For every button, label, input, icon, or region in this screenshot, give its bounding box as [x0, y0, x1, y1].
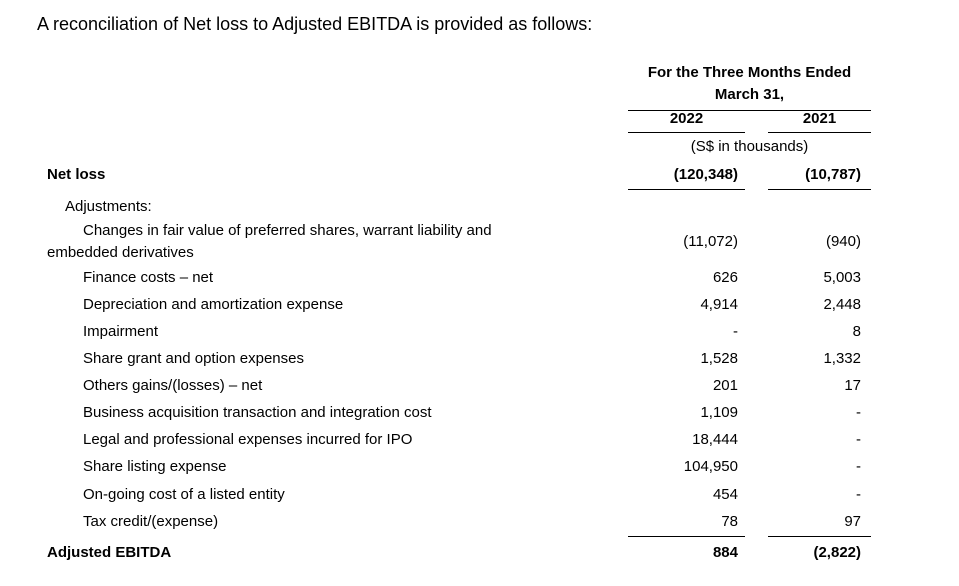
row-value-2022: 104,950 [683, 458, 738, 475]
net-loss-underline-2021 [768, 189, 871, 190]
adjustments-row [0, 195, 959, 219]
year-2022-header: 2022 [628, 110, 745, 133]
table-row [0, 347, 959, 371]
row-label: Depreciation and amortization expense [83, 296, 344, 313]
row-label: Business acquisition transaction and integration cost [83, 404, 432, 421]
row-label: On-going cost of a listed entity [83, 486, 285, 503]
row-value-2022: 4,914 [700, 296, 738, 313]
row-label: Share grant and option expenses [83, 350, 304, 367]
period-line-2: March 31, [714, 86, 785, 103]
net-loss-row [0, 163, 959, 187]
row-value-2021: - [856, 431, 861, 448]
row-value-2022: 454 [712, 486, 738, 503]
row-value-2022: 18,444 [692, 431, 738, 448]
row-label: Others gains/(losses) – net [83, 377, 263, 394]
row-label: Legal and professional expenses incurred for IPO [83, 431, 413, 448]
net-loss-label: Net loss [47, 166, 106, 183]
row-value-2021: 17 [844, 377, 861, 394]
fair-value-row [0, 230, 959, 254]
year-2021-header: 2021 [768, 110, 871, 133]
row-label: Tax credit/(expense) [83, 513, 219, 530]
row-value-2021: - [856, 404, 861, 421]
adjustments-label: Adjustments: [65, 198, 152, 215]
row-value-2021: - [856, 486, 861, 503]
period-header [628, 62, 871, 111]
intro-text: A reconciliation of Net loss to Adjusted EBITDA is provided as follows: [37, 14, 593, 34]
row-value-2021: 1,332 [823, 350, 861, 367]
table-row [0, 510, 959, 534]
row-label: Impairment [83, 323, 159, 340]
row-value-2022: 1,528 [700, 350, 738, 367]
row-value-2022: 78 [721, 513, 738, 530]
row-value-2021: - [856, 458, 861, 475]
adjusted-ebitda-2021: (2,822) [813, 544, 861, 561]
row-label: Finance costs – net [83, 269, 214, 286]
row-value-2021: 5,003 [823, 269, 861, 286]
unit-label: (S$ in thousands) [690, 138, 809, 155]
row-value-2022: 1,109 [700, 404, 738, 421]
adjusted-ebitda-label: Adjusted EBITDA [47, 544, 172, 561]
period-line-1: For the Three Months Ended [647, 64, 852, 81]
row-value-2022: 626 [712, 269, 738, 286]
row-value-2022: 201 [712, 377, 738, 394]
row-label: Share listing expense [83, 458, 227, 475]
table-row [0, 293, 959, 317]
row-value-2021: 97 [844, 513, 861, 530]
table-row [0, 320, 959, 344]
row-value-2021: 2,448 [823, 296, 861, 313]
table-row [0, 401, 959, 425]
table-row [0, 428, 959, 452]
net-loss-2022: (120,348) [673, 166, 738, 183]
fair-value-2021: (940) [825, 233, 861, 250]
adjusted-ebitda-2022: 884 [712, 544, 738, 561]
table-row [0, 266, 959, 290]
net-loss-2021: (10,787) [805, 166, 861, 183]
row-value-2021: 8 [852, 323, 861, 340]
table-row [0, 483, 959, 507]
fair-value-2022: (11,072) [683, 233, 738, 250]
fair-value-label-line-2: embedded derivatives [47, 244, 194, 261]
fair-value-label-line-1: Changes in fair value of preferred shares, warrant liability and [83, 222, 492, 239]
table-row [0, 455, 959, 479]
adjusted-ebitda-row [0, 541, 959, 565]
subtotal-rule-2021 [768, 536, 871, 537]
subtotal-rule-2022 [628, 536, 745, 537]
net-loss-underline-2022 [628, 189, 745, 190]
row-value-2022: - [733, 323, 738, 340]
table-row [0, 374, 959, 398]
